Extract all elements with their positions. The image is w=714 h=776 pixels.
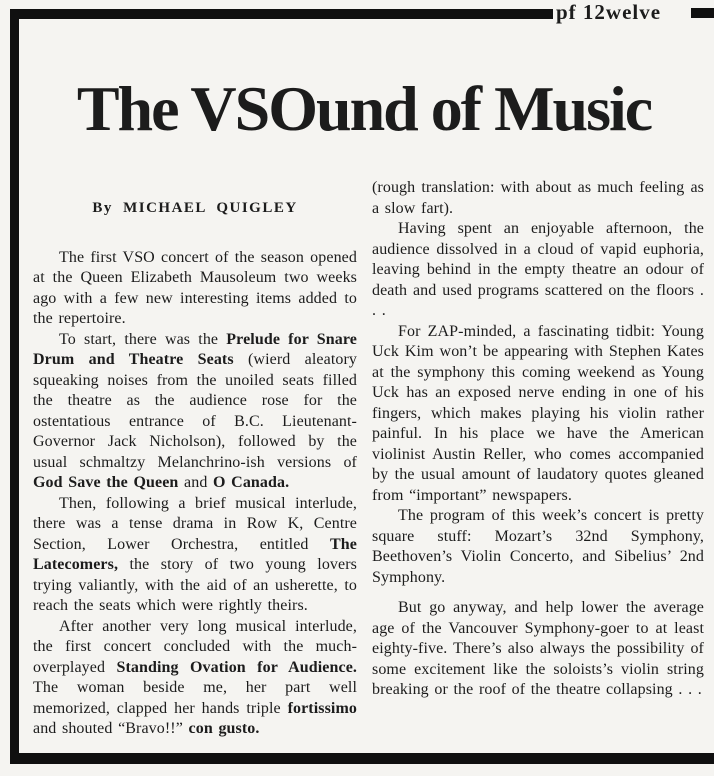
bold-text-segment: Prelude for Snare Drum and Theatre Seats <box>33 330 357 368</box>
text-segment: Then, following a brief musical interlude, there was a tense drama in Row K, Centre Section, Lower Orchestra, entitled <box>33 494 357 553</box>
text-segment: (wierd aleatory squeaking noises from the unoiled seats filled the theatre as the audience rose for the ostentatious entrance of B.C. Lieutenant-Governor Jack Nicholson), followed by the usual schmaltzy Melanchrino-ish versions of <box>33 351 357 471</box>
right-column <box>372 178 704 701</box>
left-column-paragraphs <box>33 248 357 740</box>
article-byline: By MICHAEL QUIGLEY <box>92 200 298 216</box>
paragraph <box>372 598 704 701</box>
paragraph <box>372 506 704 588</box>
left-column <box>33 198 357 740</box>
text-segment: The woman beside me, her part well memorized, clapped her hands triple <box>33 679 357 717</box>
bold-text-segment: fortissimo <box>287 699 357 717</box>
text-segment: the story of two young lovers trying valiantly, with the aid of an usherette, to reach the seats which were rightly theirs. <box>33 556 357 614</box>
paragraph <box>33 248 357 330</box>
frame-top-right-bar <box>691 8 714 18</box>
frame-bottom-bar <box>10 753 714 764</box>
bold-text-segment: Standing Ovation for Audience. <box>116 658 357 676</box>
bold-text-segment: God Save the Queen <box>33 474 179 491</box>
article-title: The VSOund of Music <box>76 73 652 144</box>
text-segment: The first VSO concert of the season opened at the Queen Elizabeth Mausoleum two weeks ago with a few new interesting items added to the repertoire. <box>33 248 357 327</box>
bold-text-segment: The Latecomers, <box>33 535 357 573</box>
text-segment: (rough translation: with about as much feeling as a slow fart). <box>372 179 704 217</box>
text-segment: After another very long musical interlude, the first concert concluded with the much-overplayed <box>33 617 357 676</box>
text-segment: and <box>178 474 214 491</box>
paragraph <box>372 322 704 507</box>
text-segment: The program of this week’s concert is pretty square stuff: Mozart’s 32nd Symphony, Beethoven’s Violin Concerto, and Sibelius’ 2nd Symphony. <box>372 507 704 586</box>
frame-left-bar <box>10 9 19 764</box>
text-segment: Having spent an enjoyable afternoon, the audience dissolved in a cloud of vapid euphoria, leaving behind in the empty theatre an odour of death and used programs scattered on the floors . . . <box>372 220 704 319</box>
text-segment: For ZAP-minded, a fascinating tidbit: Young Uck Kim won’t be appearing with Stephen Kates at the symphony this coming weekend as Young Uck has an exposed nerve ending in one of his fingers, which makes playing his violin rather painful. In his place we have the American violinist Austin Reller, who comes accompanied by the usual amount of laudatory quotes gleaned from “important” newspapers. <box>372 322 704 504</box>
bold-text-segment: con gusto. <box>188 720 260 737</box>
paragraph <box>33 330 357 494</box>
text-segment: But go anyway, and help lower the average age of the Vancouver Symphony-goer to at least eighty-five. There’s also always the possibility of some excitement like the soloists’s violin string breaking or the roof of the theatre collapsing . . . <box>372 599 704 698</box>
page-header-label: pf 12welve <box>556 0 662 24</box>
paragraph <box>33 617 357 740</box>
bold-text-segment: O Canada. <box>213 474 290 491</box>
paragraph <box>372 178 704 219</box>
frame-top-bar <box>10 9 553 19</box>
paragraph <box>372 219 704 322</box>
text-segment: To start, there was the <box>59 330 227 348</box>
text-segment: and shouted “Bravo!!” <box>33 720 189 737</box>
paragraph <box>33 494 357 617</box>
